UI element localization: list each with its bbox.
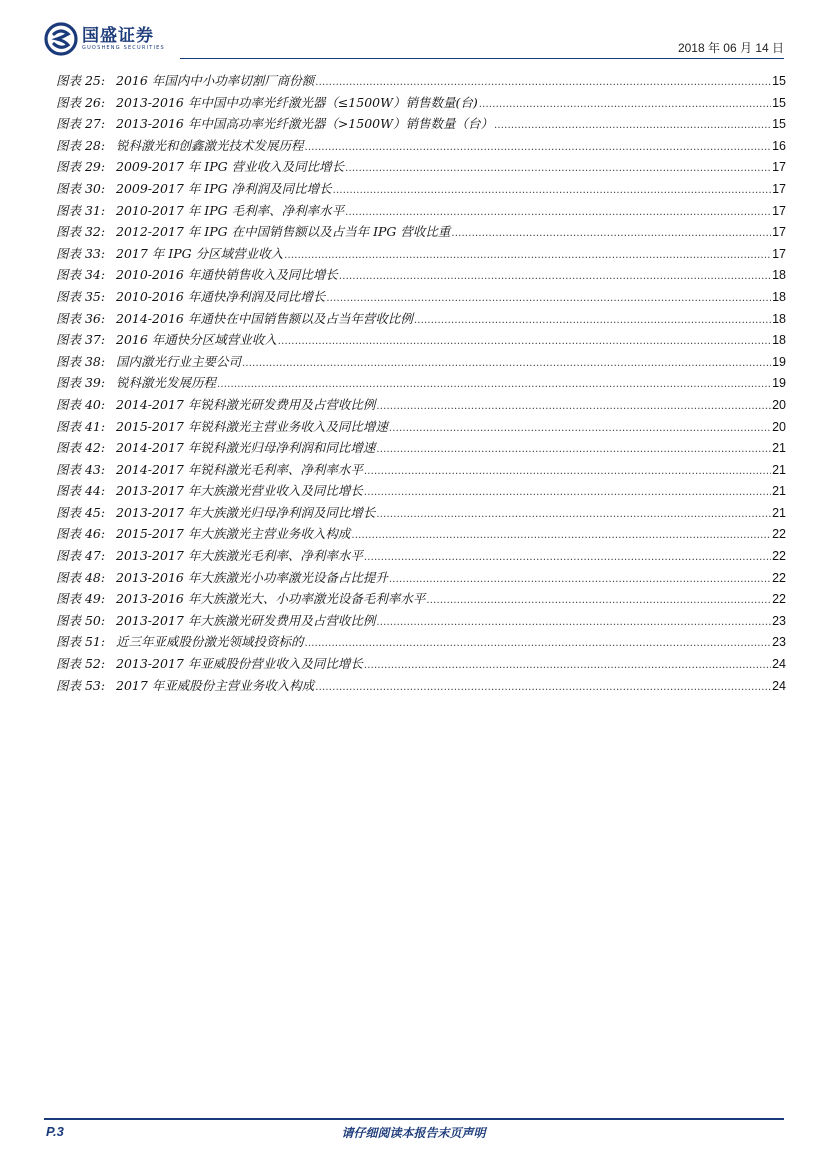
toc-entry[interactable]: [56, 157, 786, 179]
toc-entry-page: 17: [772, 181, 786, 196]
toc-entry-label: 图表 25:: [56, 73, 106, 88]
toc-entry[interactable]: [56, 222, 786, 244]
toc-entry-page: 22: [772, 527, 786, 542]
toc-entry-label: 图表 34:: [56, 267, 106, 283]
toc-entry-label: 图表 28:: [56, 137, 106, 153]
toc-entry-label: 图表 46:: [56, 526, 106, 542]
toc-entry-page: 17: [772, 246, 786, 261]
toc-dot-leader: [351, 530, 771, 541]
toc-dot-leader: [345, 207, 771, 218]
toc-entry-title: 国内激光行业主要公司: [116, 353, 242, 369]
toc-entry-title: 2016 年国内中小功率切割厂商份额: [116, 73, 315, 88]
toc-dot-leader: [451, 228, 771, 239]
toc-entry-title: 2014-2016 年通快在中国销售额以及占当年营收比例: [116, 310, 413, 326]
toc-entry-title: 2013-2016 年大族激光小功率激光设备占比提升: [116, 569, 388, 585]
toc-entry-label: 图表 30:: [56, 180, 106, 196]
toc-dot-leader: [242, 358, 771, 369]
toc-entry-page: 21: [772, 441, 786, 456]
toc-entry-page: 21: [772, 484, 786, 499]
toc-entry-page: 23: [772, 635, 786, 650]
toc-entry-label: 图表 49:: [56, 591, 106, 607]
toc-entry-label: 图表 48:: [56, 569, 106, 585]
toc-entry-page: 24: [772, 657, 786, 672]
toc-entry-title: 2013-2017 年大族激光毛利率、净利率水平: [116, 548, 363, 564]
toc-entry[interactable]: [56, 373, 786, 395]
toc-dot-leader: [479, 99, 771, 110]
toc-entry-title: 2014-2017 年锐科激光毛利率、净利率水平: [116, 461, 363, 477]
toc-dot-leader: [339, 271, 771, 282]
toc-entry-title: 2013-2016 年大族激光大、小功率激光设备毛利率水平: [116, 591, 426, 607]
toc-entry-title: 2016 年通快分区域营业收入: [116, 332, 277, 348]
toc-entry-label: 图表 37:: [56, 332, 106, 348]
toc-entry[interactable]: [56, 287, 786, 309]
toc-entry-title: 2014-2017 年锐科激光归母净利润和同比增速: [116, 440, 376, 456]
toc-entry-label: 图表 32:: [56, 224, 106, 240]
toc-dot-leader: [494, 120, 771, 131]
page-number: P.3: [46, 1124, 64, 1139]
toc-entry-title: 2013-2017 年亚威股份营业收入及同比增长: [116, 656, 363, 672]
toc-dot-leader: [389, 574, 771, 585]
toc-entry-label: 图表 53:: [56, 677, 106, 693]
toc-entry[interactable]: [56, 632, 786, 654]
toc-entry-label: 图表 27:: [56, 116, 106, 132]
toc-dot-leader: [364, 487, 771, 498]
toc-dot-leader: [376, 444, 771, 455]
toc-entry-page: 21: [772, 505, 786, 520]
toc-entry-label: 图表 42:: [56, 440, 106, 456]
toc-entry[interactable]: [56, 201, 786, 223]
toc-entry[interactable]: [56, 417, 786, 439]
toc-entry-title: 2014-2017 年锐科激光研发费用及占营收比例: [116, 396, 376, 412]
toc-entry-page: 18: [772, 268, 786, 283]
toc-entry-page: 18: [772, 333, 786, 348]
toc-dot-leader: [315, 682, 771, 693]
toc-entry-page: 22: [772, 549, 786, 564]
toc-entry[interactable]: [56, 503, 786, 525]
toc-entry-label: 图表 44:: [56, 483, 106, 499]
toc-entry[interactable]: [56, 546, 786, 568]
toc-entry-page: 18: [772, 311, 786, 326]
toc-entry-label: 图表 35:: [56, 288, 106, 304]
toc-entry-page: 24: [772, 678, 786, 693]
toc-entry-label: 图表 41:: [56, 418, 106, 434]
brand-logo: [44, 22, 165, 56]
toc-entry-label: 图表 33:: [56, 245, 106, 261]
toc-entry-page: 17: [772, 225, 786, 240]
toc-entry[interactable]: [56, 244, 786, 266]
toc-entry[interactable]: [56, 179, 786, 201]
toc-entry-title: 2010-2017 年 IPG 毛利率、净利率水平: [116, 202, 345, 218]
toc-entry[interactable]: [56, 352, 786, 374]
toc-entry-title: 2017 年 IPG 分区域营业收入: [116, 245, 284, 261]
toc-entry-title: 2010-2016 年通快净利润及同比增长: [116, 288, 326, 304]
toc-dot-leader: [217, 379, 771, 390]
toc-entry[interactable]: [56, 93, 786, 115]
page-header: [44, 22, 784, 62]
toc-entry-title: 2013-2017 年大族激光归母净利润及同比增长: [116, 504, 376, 520]
toc-entry[interactable]: [56, 481, 786, 503]
toc-dot-leader: [345, 163, 771, 174]
report-date: 2018 年 06 月 14 日: [677, 41, 784, 55]
toc-entry-title: 2013-2017 年大族激光营业收入及同比增长: [116, 483, 363, 499]
toc-entry-page: 20: [772, 419, 786, 434]
toc-entry-page: 18: [772, 289, 786, 304]
toc-dot-leader: [305, 142, 772, 153]
toc-entry[interactable]: [56, 330, 786, 352]
header-divider: [180, 58, 784, 59]
toc-entry[interactable]: [56, 524, 786, 546]
toc-dot-leader: [326, 293, 771, 304]
toc-entry-title: 2013-2017 年大族激光研发费用及占营收比例: [116, 612, 376, 628]
toc-entry-title: 2012-2017 年 IPG 在中国销售额以及占当年 IPG 营收比重: [116, 224, 451, 240]
guosheng-logo-icon: [44, 22, 78, 56]
toc-dot-leader: [315, 77, 771, 88]
toc-dot-leader: [305, 638, 772, 649]
toc-entry-title: 2013-2016 年中国中功率光纤激光器（≤1500W）销售数量(台): [116, 94, 478, 110]
footer-disclaimer: 请仔细阅读本报告末页声明: [341, 1126, 486, 1140]
toc-entry-page: 20: [772, 397, 786, 412]
toc-entry-label: 图表 31:: [56, 202, 106, 218]
brand-name-en: GUOSHENG SECURITIES: [82, 45, 165, 51]
toc-entry-title: 2015-2017 年锐科激光主营业务收入及同比增速: [116, 418, 388, 434]
toc-entry-label: 图表 47:: [56, 548, 106, 564]
toc-entry[interactable]: [56, 568, 786, 590]
toc-entry-page: 23: [772, 613, 786, 628]
toc-entry-page: 19: [772, 354, 786, 369]
toc-entry[interactable]: [56, 71, 786, 93]
toc-entry-label: 图表 40:: [56, 396, 106, 412]
toc-entry-label: 图表 50:: [56, 612, 106, 628]
toc-dot-leader: [376, 509, 771, 520]
toc-dot-leader: [284, 250, 771, 261]
toc-dot-leader: [364, 660, 771, 671]
toc-entry-page: 21: [772, 462, 786, 477]
toc-entry-title: 2009-2017 年 IPG 净利润及同比增长: [116, 180, 332, 196]
toc-entry-title: 2015-2017 年大族激光主营业务收入构成: [116, 526, 351, 542]
toc-entry[interactable]: [56, 654, 786, 676]
toc-entry-page: 17: [772, 203, 786, 218]
toc-entry-page: 15: [772, 95, 786, 110]
toc-entry-title: 2009-2017 年 IPG 营业收入及同比增长: [116, 159, 345, 175]
toc-entry-page: 17: [772, 160, 786, 175]
toc-entry-page: 15: [772, 74, 786, 88]
toc-dot-leader: [376, 617, 771, 628]
toc-dot-leader: [364, 466, 771, 477]
toc-dot-leader: [376, 401, 771, 412]
toc-dot-leader: [426, 595, 771, 606]
toc-entry-label: 图表 36:: [56, 310, 106, 326]
toc-entry-title: 锐科激光发展历程: [116, 375, 217, 391]
toc-entry-label: 图表 51:: [56, 634, 106, 650]
toc-dot-leader: [364, 552, 771, 563]
toc-entry-title: 2017 年亚威股份主营业务收入构成: [116, 677, 315, 693]
toc-entry-page: 16: [772, 138, 786, 153]
toc-entry[interactable]: [56, 460, 786, 482]
toc-entry-page: 15: [772, 117, 786, 132]
toc-entry[interactable]: [56, 395, 786, 417]
toc-entry-label: 图表 43:: [56, 461, 106, 477]
toc-entry[interactable]: [56, 114, 786, 136]
toc-entry-title: 2010-2016 年通快销售收入及同比增长: [116, 267, 338, 283]
toc-entry-title: 2013-2016 年中国高功率光纤激光器（>1500W）销售数量（台）: [116, 116, 493, 132]
toc-entry[interactable]: [56, 438, 786, 460]
toc-entry-label: 图表 29:: [56, 159, 106, 175]
toc-entry-label: 图表 52:: [56, 656, 106, 672]
toc-entry-page: 19: [772, 376, 786, 391]
brand-name-cn: 国盛证券: [82, 26, 154, 46]
toc-entry[interactable]: [56, 265, 786, 287]
toc-entry-page: 22: [772, 592, 786, 607]
toc-entry[interactable]: [56, 676, 786, 698]
toc-entry-title: 锐科激光和创鑫激光技术发展历程: [116, 137, 304, 153]
toc-entry-label: 图表 39:: [56, 375, 106, 391]
toc-entry-title: 近三年亚威股份激光领域投资标的: [116, 634, 304, 650]
toc-dot-leader: [333, 185, 771, 196]
toc-entry-label: 图表 45:: [56, 504, 106, 520]
figure-table-of-contents: [56, 71, 786, 697]
toc-entry[interactable]: [56, 136, 786, 158]
footer-divider: [44, 1118, 784, 1120]
toc-entry-page: 22: [772, 570, 786, 585]
toc-entry[interactable]: [56, 611, 786, 633]
toc-entry-label: 图表 26:: [56, 94, 106, 110]
toc-dot-leader: [278, 336, 771, 347]
toc-entry[interactable]: [56, 309, 786, 331]
toc-entry[interactable]: [56, 589, 786, 611]
toc-dot-leader: [414, 315, 771, 326]
toc-entry-label: 图表 38:: [56, 353, 106, 369]
toc-dot-leader: [389, 423, 771, 434]
